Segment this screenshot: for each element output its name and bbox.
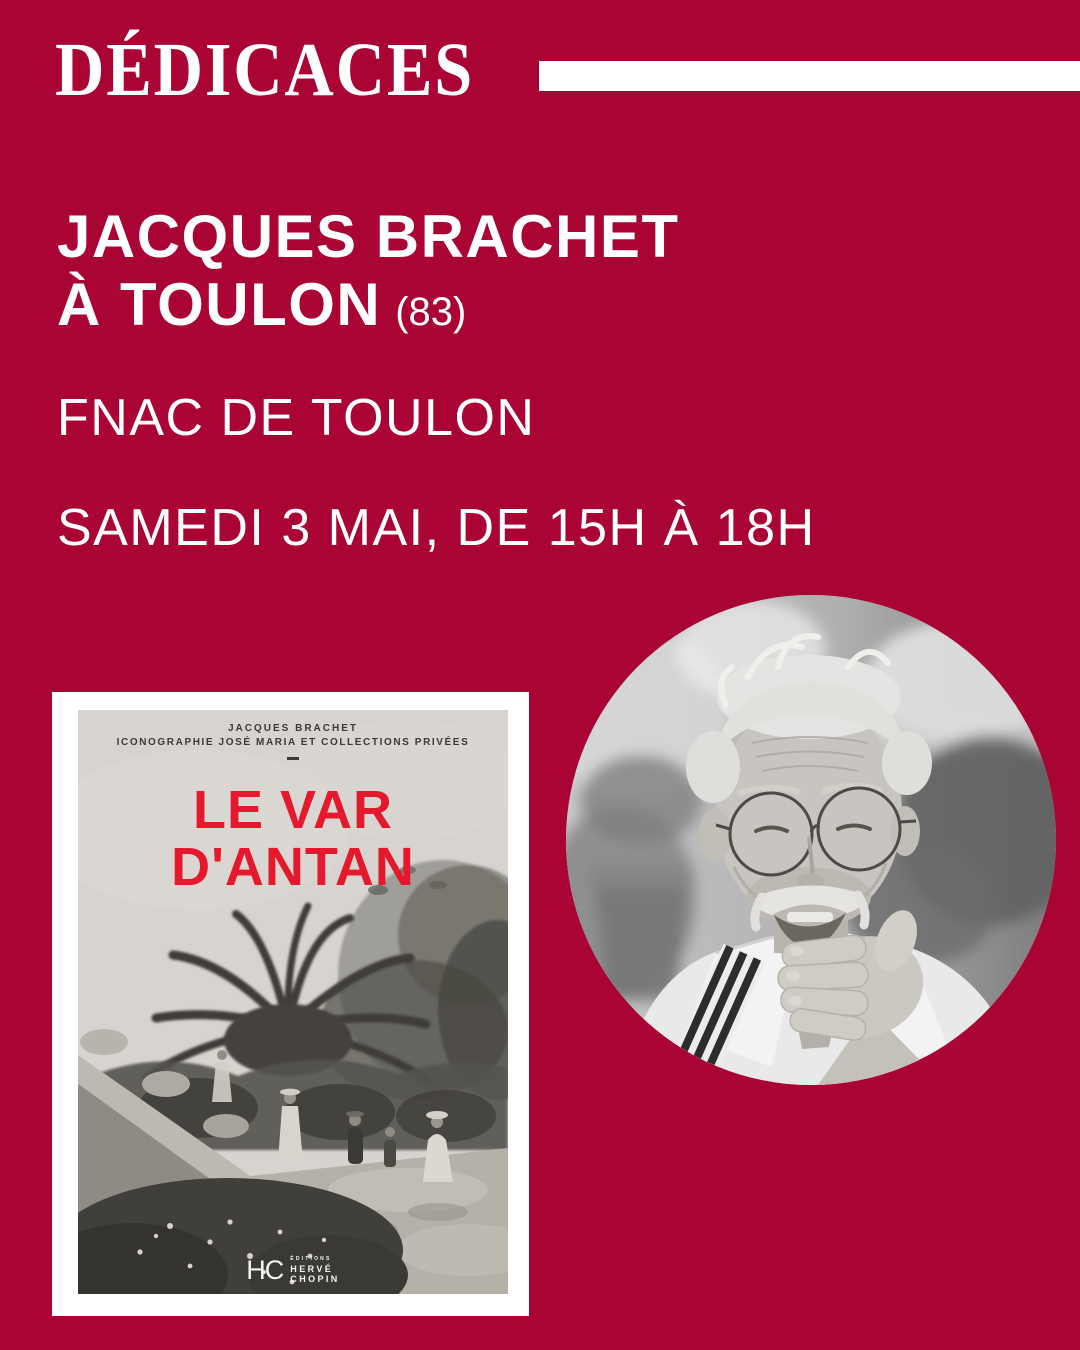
publisher-name-line2: CHOPIN (290, 1274, 340, 1284)
portrait-photo (566, 595, 1056, 1085)
cover-title-line2: D'ANTAN (171, 837, 415, 897)
event-headline (57, 203, 680, 346)
author-portrait-circle (566, 595, 1056, 1085)
schedule-text: SAMEDI 3 MAI, DE 15H À 18H (57, 499, 816, 557)
publisher-logo (78, 1257, 508, 1284)
department-badge: (83) (395, 290, 467, 334)
cover-title-line1: LE VAR (192, 780, 393, 840)
book-cover-photo (78, 710, 508, 1294)
event-name-line1: JACQUES BRACHET (57, 203, 680, 270)
cover-title (78, 782, 508, 896)
cover-author: JACQUES BRACHET (227, 723, 358, 734)
title-rule (539, 61, 1080, 91)
book-cover-card (52, 692, 529, 1316)
publisher-imprint: ÉDITIONS (290, 1256, 332, 1262)
publisher-name-line1: HERVÉ (290, 1264, 334, 1274)
event-name-line2: À TOULON (83) (57, 271, 467, 338)
cover-separator-rule (287, 757, 299, 760)
venue-text: FNAC DE TOULON (57, 389, 536, 447)
publisher-initials: HC (246, 1255, 284, 1285)
cover-credit: ICONOGRAPHIE JOSÉ MARIA ET COLLECTIONS PRIVÉES (116, 737, 470, 748)
page-title: DÉDICACES (55, 28, 475, 112)
